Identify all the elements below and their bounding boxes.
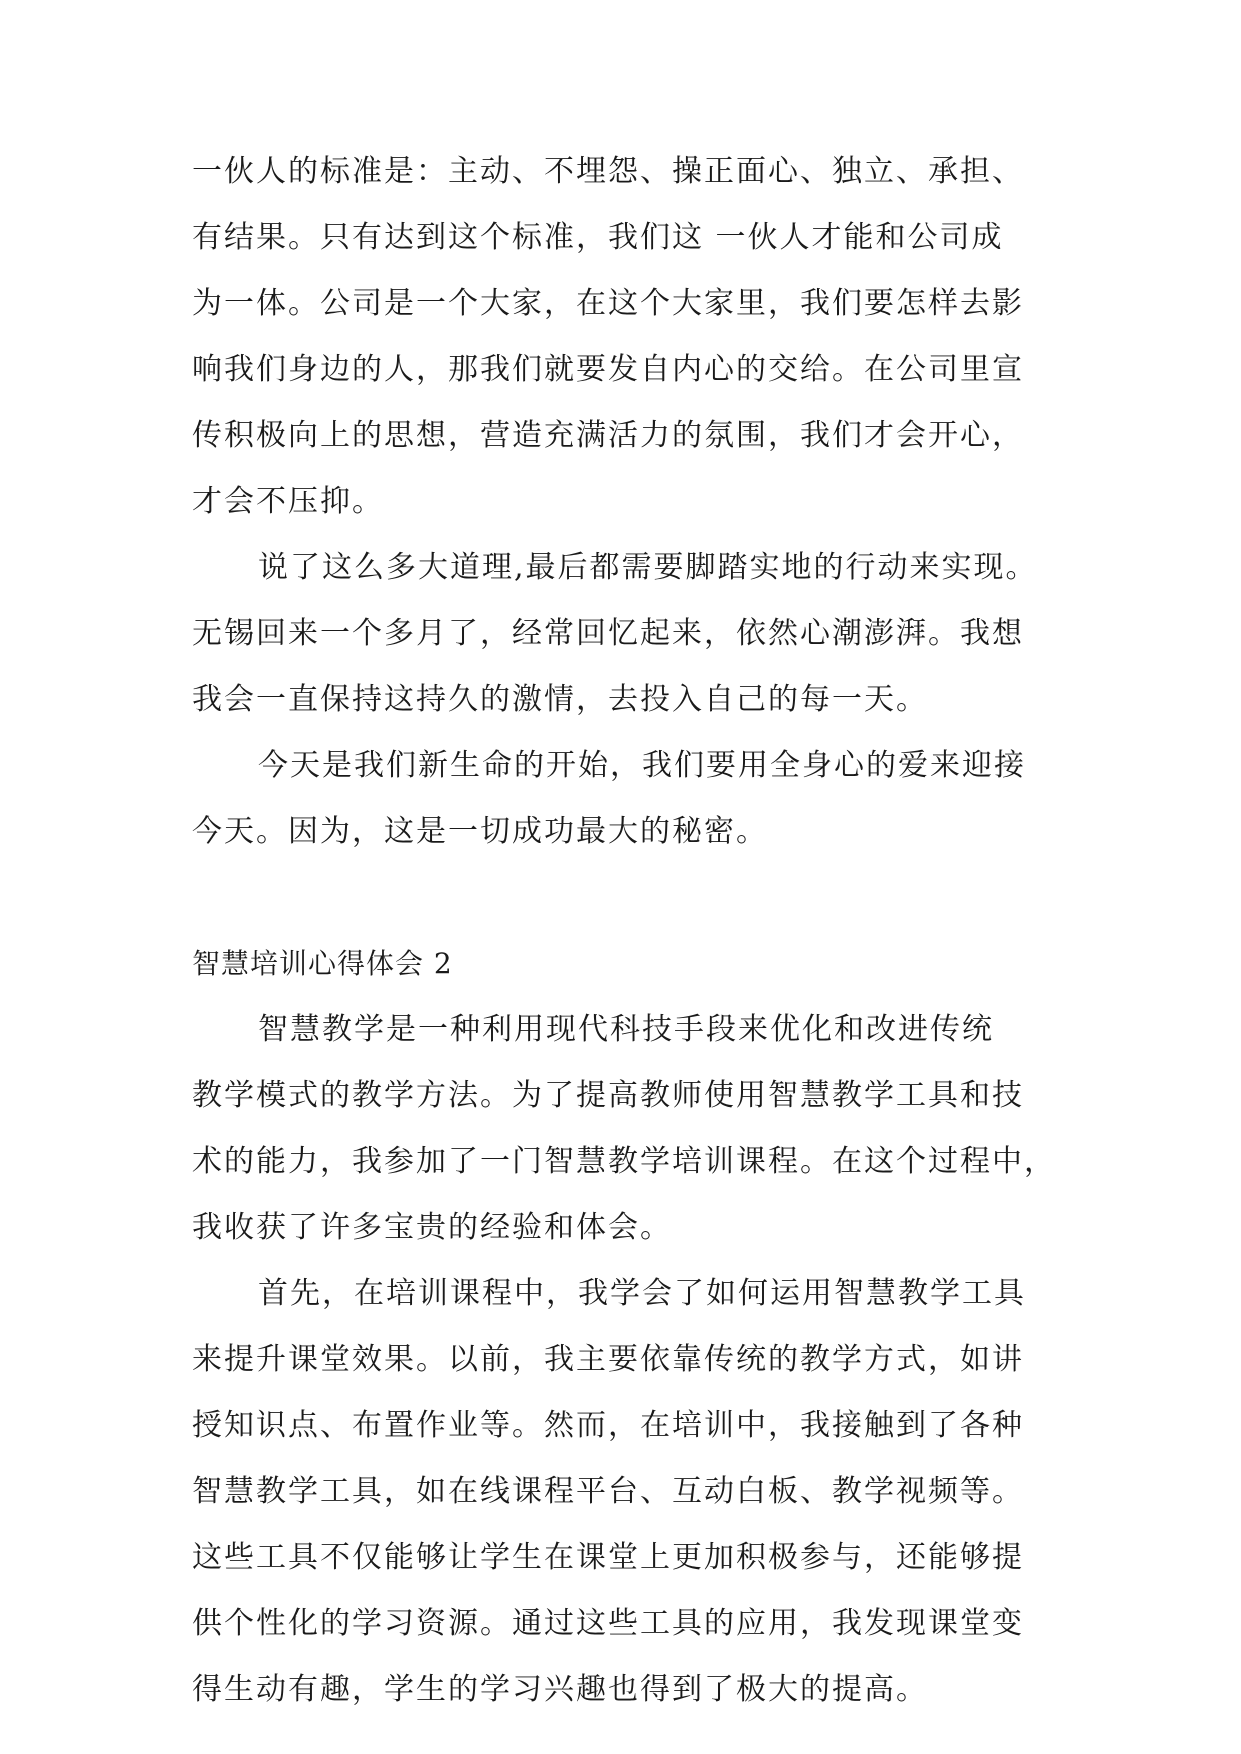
text-line: 得生动有趣，学生的学习兴趣也得到了极大的提高。 [192, 1672, 928, 1707]
text-line: 为一体。公司是一个大家，在这个大家里，我们要怎样去影 [192, 286, 1024, 321]
text-line: 供个性化的学习资源。通过这些工具的应用，我发现课堂变 [192, 1606, 1024, 1641]
paragraph-start-line: 首先，在培训课程中，我学会了如何运用智慧教学工具 [258, 1276, 1026, 1311]
text-line: 一伙人的标准是：主动、不埋怨、操正面心、独立、承担、 [192, 154, 1024, 189]
paragraph-start-line: 今天是我们新生命的开始，我们要用全身心的爱来迎接 [258, 748, 1026, 783]
text-line: 响我们身边的人，那我们就要发自内心的交给。在公司里宣 [192, 352, 1024, 387]
text-line: 这些工具不仅能够让学生在课堂上更加积极参与，还能够提 [192, 1540, 1024, 1575]
text-line: 术的能力，我参加了一门智慧教学培训课程。在这个过程中， [192, 1144, 1056, 1179]
paragraph-start-line: 说了这么多大道理,最后都需要脚踏实地的行动来实现。 [258, 550, 1038, 585]
paragraph-start-line: 智慧教学是一种利用现代科技手段来优化和改进传统 [258, 1012, 994, 1047]
text-line: 智慧教学工具，如在线课程平台、互动白板、教学视频等。 [192, 1474, 1024, 1509]
text-line: 教学模式的教学方法。为了提高教师使用智慧教学工具和技 [192, 1078, 1024, 1113]
text-line: 无锡回来一个多月了，经常回忆起来，依然心潮澎湃。我想 [192, 616, 1024, 651]
text-line: 有结果。只有达到这个标准，我们这 一伙人才能和公司成 [192, 220, 1004, 255]
text-line: 我收获了许多宝贵的经验和体会。 [192, 1210, 672, 1245]
section-heading: 智慧培训心得体会 2 [192, 947, 453, 980]
text-line: 授知识点、布置作业等。然而，在培训中，我接触到了各种 [192, 1408, 1024, 1443]
text-line: 今天。因为，这是一切成功最大的秘密。 [192, 814, 768, 849]
text-line: 我会一直保持这持久的激情，去投入自己的每一天。 [192, 682, 928, 717]
text-line: 来提升课堂效果。以前，我主要依靠传统的教学方式，如讲 [192, 1342, 1024, 1377]
text-line: 传积极向上的思想，营造充满活力的氛围，我们才会开心， [192, 418, 1024, 453]
text-line: 才会不压抑。 [192, 484, 384, 519]
